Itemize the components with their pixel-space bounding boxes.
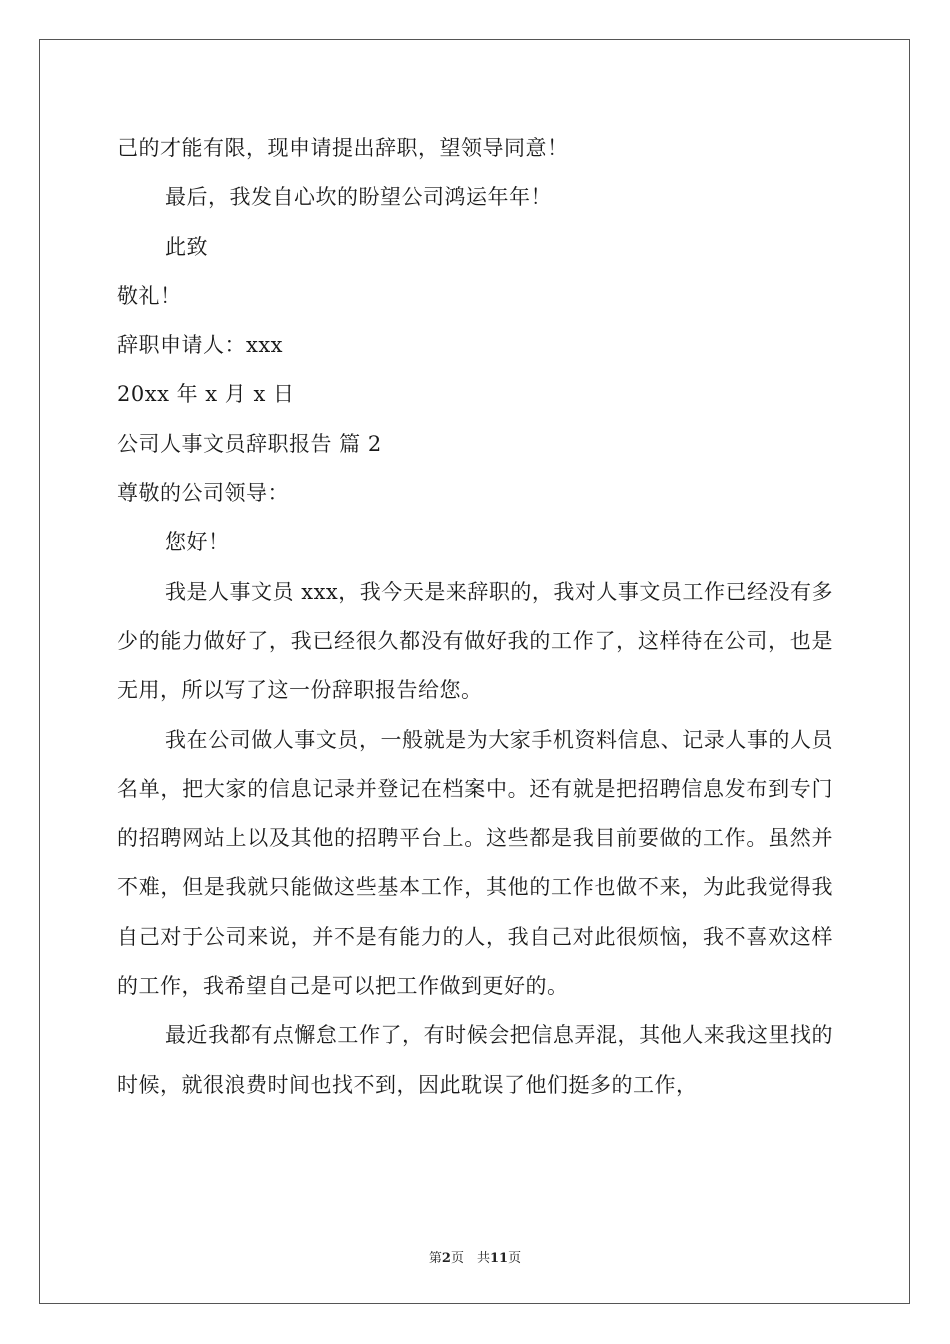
text-line: 己的才能有限，现申请提出辞职，望领导同意！	[117, 136, 569, 160]
salutation-regards: 敬礼！	[117, 283, 182, 308]
footer-prefix: 第	[428, 1251, 442, 1266]
footer-mid: 页 共	[450, 1251, 490, 1266]
letter-date: 20xx 年 x 月 x 日	[117, 382, 295, 407]
applicant-signature: 辞职申请人：xxx	[117, 333, 284, 358]
page-footer	[0, 1247, 950, 1266]
salutation-close: 此致	[165, 234, 208, 259]
body-paragraph: 我是人事文员 xxx，我今天是来辞职的，我对人事文员工作已经没有多少的能力做好了，我已经很久都没有做好我的工作了，这样待在公司，也是无用，所以写了这一份辞职报告给您。	[117, 579, 833, 703]
page-total: 11	[489, 1251, 509, 1266]
body-paragraph: 我在公司做人事文员，一般就是为大家手机资料信息、记录人事的人员名单，把大家的信息记录并登记在档案中。还有就是把招聘信息发布到专门的招聘网站上以及其他的招聘平台上。这些都是我目前要做的工作。虽然并不难，但是我就只能做这些基本工作，其他的工作也做不来，为此我觉得我自己对于公司来说，并不是有能力的人，我自己对此很烦恼，我不喜欢这样的工作，我希望自己是可以把工作做到更好的。	[117, 727, 833, 999]
greeting: 您好！	[165, 530, 230, 555]
page-number: 2	[441, 1251, 451, 1266]
document-body	[117, 124, 833, 1110]
body-paragraph: 最近我都有点懈怠工作了，有时候会把信息弄混，其他人来我这里找的时候，就很浪费时间也找不到，因此耽误了他们挺多的工作，	[117, 1023, 833, 1097]
greeting-recipient: 尊敬的公司领导：	[117, 481, 289, 506]
closing-wish: 最后，我发自心坎的盼望公司鸿运年年！	[165, 185, 552, 210]
section-title: 公司人事文员辞职报告 篇 2	[117, 431, 382, 456]
footer-suffix: 页	[508, 1251, 522, 1266]
